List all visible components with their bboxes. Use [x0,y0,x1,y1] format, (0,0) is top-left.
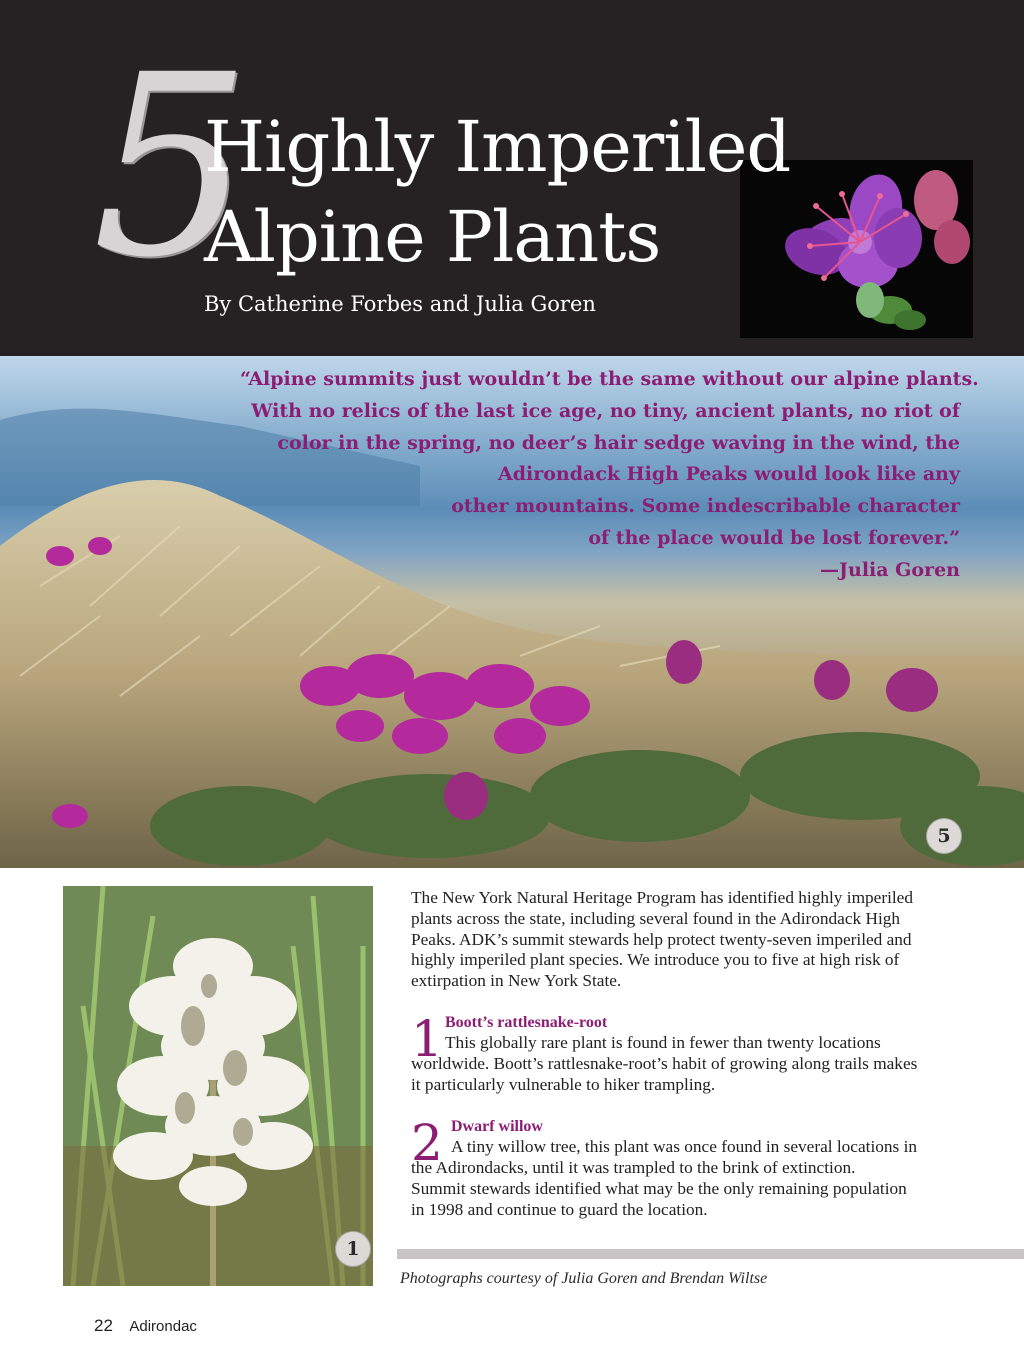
quote-line: With no relics of the last ice age, no tiny, ancient plants, no riot of [251,399,960,422]
intro-paragraph [411,888,966,992]
title-line-1: Highly Imperiled [204,106,791,188]
intro-line: plants across the state, including several found in the Adirondack High [411,908,901,928]
article-body [411,888,966,1221]
page-footer [94,1316,197,1336]
plant-drop-number: 1 [411,1009,443,1068]
white-flower-illustration [63,886,373,1286]
rattlesnake-root-photo [63,886,373,1286]
plant-text-line: it particularly vulnerable to hiker trampling. [411,1074,716,1094]
plant-text-line: in 1998 and continue to guard the location. [411,1199,708,1219]
article-title [204,102,790,282]
intro-line: Peaks. ADK’s summit stewards help protect twenty-seven imperiled and [411,929,912,949]
byline: By Catherine Forbes and Julia Goren [204,292,596,316]
plant-name: Dwarf willow [451,1118,543,1136]
left-photo-number-badge: 1 [335,1231,371,1267]
hero-photo-number-badge: 5 [926,818,962,854]
photo-credit: Photographs courtesy of Julia Goren and Brendan Wiltse [400,1270,768,1287]
credit-divider [397,1249,1024,1259]
plant-entry-2 [411,1114,966,1220]
hero-alpine-photo [0,356,1024,868]
intro-line: highly imperiled plant species. We introduce you to five at high risk of [411,950,900,970]
quote-line: “Alpine summits just wouldn’t be the same without our alpine plants. [240,368,979,390]
magazine-name: Adirondac [129,1318,197,1335]
intro-line: extirpation in New York State. [411,971,622,991]
pull-quote [240,364,979,587]
plant-text-line: worldwide. Boott’s rattlesnake-root’s habit of growing along trails makes [411,1053,918,1073]
quote-line: Adirondack High Peaks would look like any [498,463,960,486]
article-header [0,0,1024,356]
quote-line: color in the spring, no deer’s hair sedge waving in the wind, the [277,431,960,454]
title-numeral: 5 [92,21,252,312]
plant-text-line: Summit stewards identified what may be the only remaining population [411,1178,907,1198]
quote-attribution: —Julia Goren [820,558,960,581]
plant-text-line: This globally rare plant is found in fewer than twenty locations [445,1032,881,1052]
quote-line: other mountains. Some indescribable character [451,495,960,518]
title-line-2: Alpine Plants [204,196,661,278]
plant-text-line: A tiny willow tree, this plant was once found in several locations in [451,1137,918,1157]
plant-name: Boott’s rattlesnake-root [445,1013,608,1031]
intro-line: The New York Natural Heritage Program has identified highly imperiled [411,888,913,907]
quote-line: of the place would be lost forever.” [588,526,960,549]
plant-entry-1 [411,1009,966,1095]
page-number: 22 [94,1316,113,1335]
plant-text-line: the Adirondacks, until it was trampled to the brink of extinction. [411,1158,856,1178]
plant-drop-number: 2 [411,1114,443,1173]
